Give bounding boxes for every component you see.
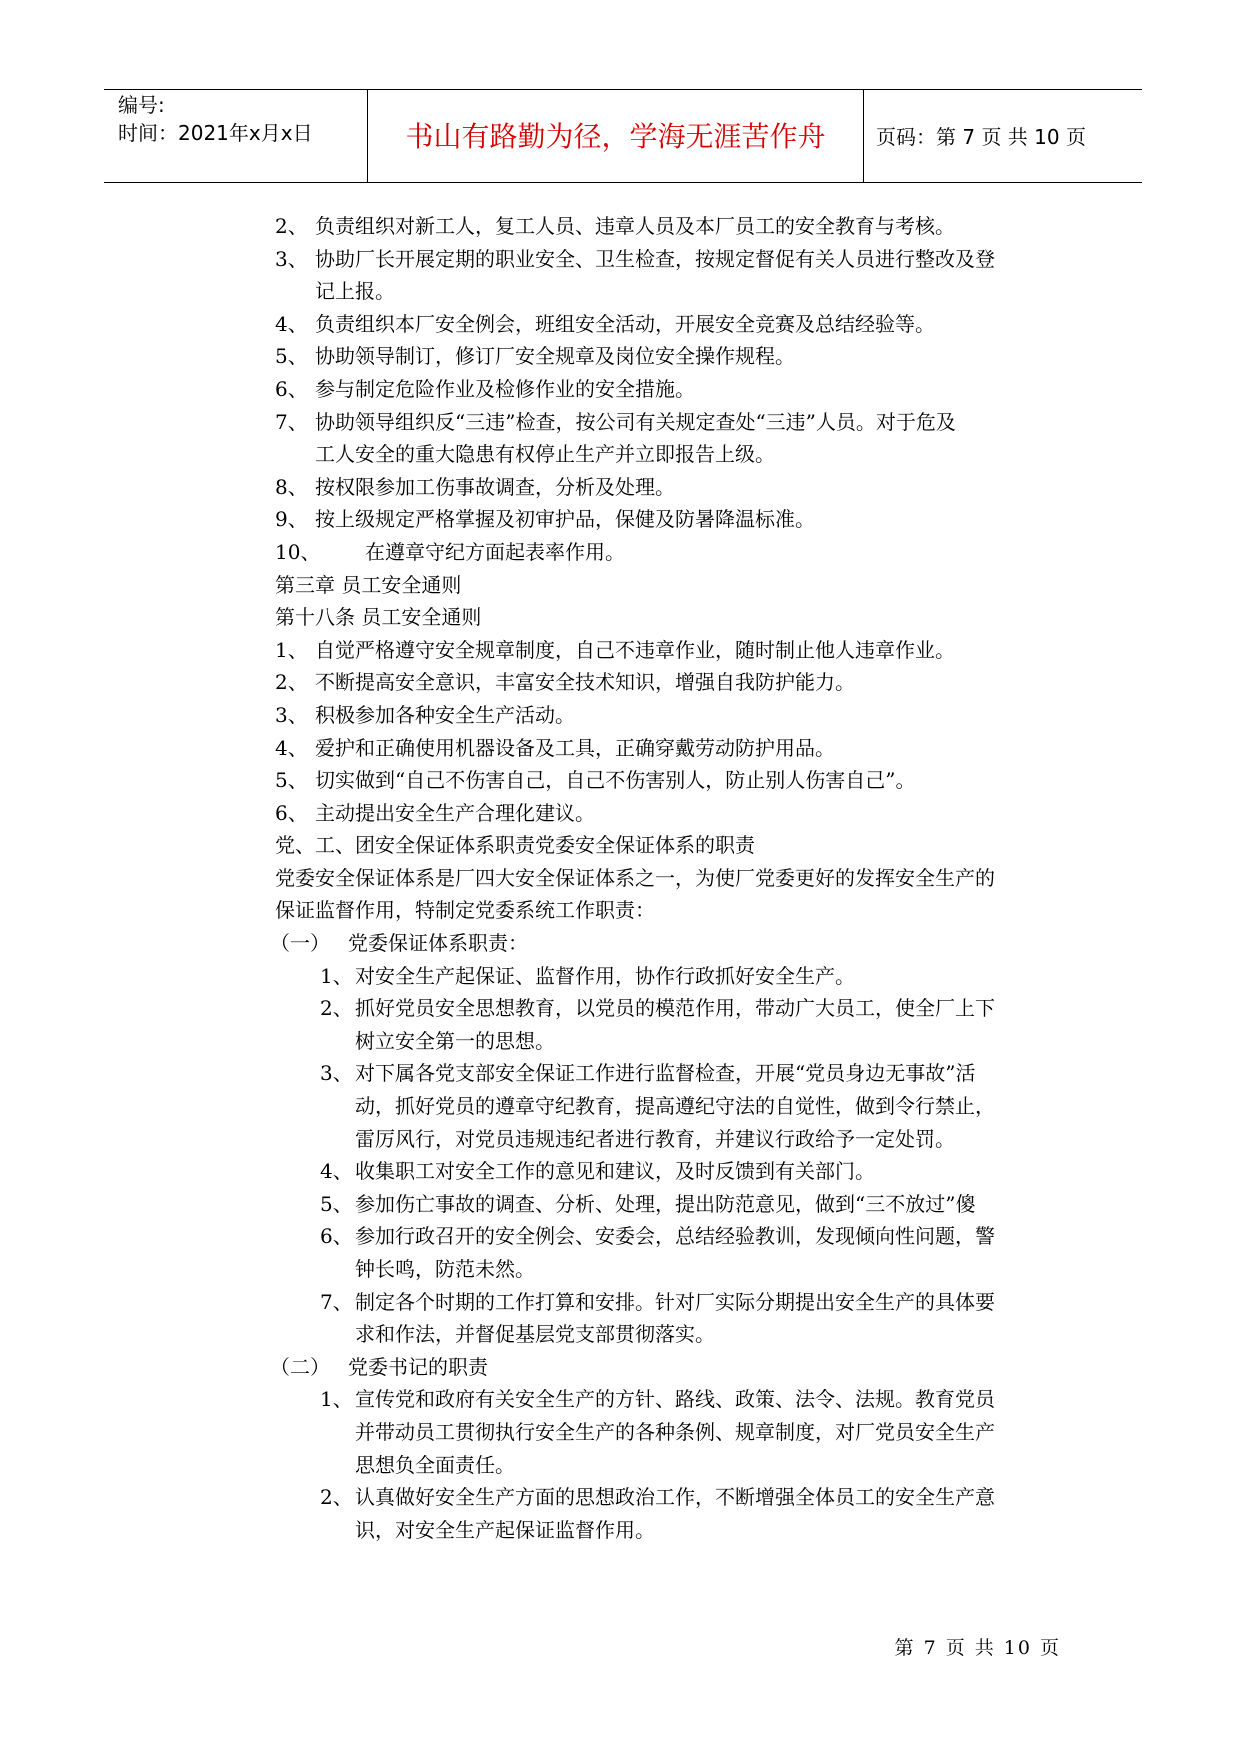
list-item-continuation: 雷厉风行，对党员违规违纪者进行教育，并建议行政给予一定处罚。 [355,1126,955,1151]
document-body [270,210,1065,1546]
list-item: 10、 在遵章守纪方面起表率作用。 [275,539,625,564]
list-item-continuation: 思想负全面责任。 [355,1452,515,1477]
list-item-continuation: 识，对安全生产起保证监督作用。 [355,1517,655,1542]
list-item: 1、 宣传党和政府有关安全生产的方针、路线、政策、法令、法规。教育党员 [320,1387,995,1412]
list-item: 6、 参与制定危险作业及检修作业的安全措施。 [275,376,695,401]
list-item: 2、 抓好党员安全思想教育，以党员的模范作用，带动广大员工，使全厂上下 [320,996,995,1021]
list-item-continuation: 求和作法，并督促基层党支部贯彻落实。 [355,1322,715,1347]
paragraph-line: 保证监督作用，特制定党委系统工作职责： [275,898,655,923]
list-item: 1、 对安全生产起保证、监督作用，协作行政抓好安全生产。 [320,963,855,988]
list-item-continuation: 钟长鸣，防范未然。 [355,1257,535,1281]
list-item: 5、 参加伤亡事故的调查、分析、处理，提出防范意见，做到“三不放过”傻 [320,1191,976,1216]
list-item: 2、 负责组织对新工人，复工人员、违章人员及本厂员工的安全教育与考核。 [275,214,955,238]
list-item: 2、 不断提高安全意识，丰富安全技术知识，增强自我防护能力。 [275,670,855,695]
document-header [104,89,1142,183]
section-heading: 党、工、团安全保证体系职责党委安全保证体系的职责 [275,833,755,858]
list-item: 8、 按权限参加工伤事故调查，分析及处理。 [275,474,675,499]
list-item: 1、 自觉严格遵守安全规章制度，自己不违章作业，随时制止他人违章作业。 [275,637,955,662]
list-item: 5、 切实做到“自己不伤害自己，自己不伤害别人，防止别人伤害自己”。 [275,768,916,793]
page-footer: 第 7 页 共 10 页 [894,1637,1061,1659]
list-item-continuation: 记上报。 [315,279,395,304]
list-item: 3、 对下属各党支部安全保证工作进行监督检查，开展“党员身边无事故”活 [320,1061,976,1086]
list-item: 5、 协助领导制订，修订厂安全规章及岗位安全操作规程。 [275,344,795,369]
list-item-continuation: 树立安全第一的思想。 [355,1028,555,1053]
list-item: 2、 认真做好安全生产方面的思想政治工作，不断增强全体员工的安全生产意 [320,1485,995,1510]
header-slogan: 书山有路勤为径，学海无涯苦作舟 [368,90,864,182]
paragraph-line: 党委安全保证体系是厂四大安全保证体系之一，为使厂党委更好的发挥安全生产的 [275,865,995,890]
number-label: 编号: [118,93,165,117]
list-item-continuation: 动，抓好党员的遵章守纪教育，提高遵纪守法的自觉性，做到令行禁止， [355,1094,995,1119]
subsection-heading: （一） 党委保证体系职责： [270,931,528,956]
list-item: 6、 主动提出安全生产合理化建议。 [275,800,595,825]
list-item: 7、 制定各个时期的工作打算和安排。针对厂实际分期提出安全生产的具体要 [320,1289,995,1314]
list-item: 3、 协助厂长开展定期的职业安全、卫生检查，按规定督促有关人员进行整改及登 [275,246,995,271]
article-heading: 第十八条 员工安全通则 [275,605,482,630]
list-item: 3、 积极参加各种安全生产活动。 [275,702,575,727]
list-item: 4、 收集职工对安全工作的意见和建议，及时反馈到有关部门。 [320,1159,875,1184]
subsection-heading: （二） 党委书记的职责 [270,1354,488,1379]
chapter-heading: 第三章 员工安全通则 [275,572,462,597]
list-item: 4、 负责组织本厂安全例会，班组安全活动，开展安全竞赛及总结经验等。 [275,311,935,336]
header-meta [104,90,368,182]
list-item: 9、 按上级规定严格掌握及初审护品，保健及防暑降温标准。 [275,507,815,532]
list-item: 4、 爱护和正确使用机器设备及工具，正确穿戴劳动防护用品。 [275,735,835,760]
header-page-label: 页码：第 7 页 共 10 页 [876,125,1086,149]
list-item-continuation: 并带动员工贯彻执行安全生产的各种条例、规章制度，对厂党员安全生产 [355,1419,995,1444]
list-item: 6、 参加行政召开的安全例会、安委会，总结经验教训，发现倾向性问题，警 [320,1224,995,1249]
list-item: 7、 协助领导组织反“三违”检查，按公司有关规定查处“三违”人员。对于危及 [275,409,956,434]
list-item-continuation: 工人安全的重大隐患有权停止生产并立即报告上级。 [315,442,775,467]
time-label: 时间：2021年x月x日 [118,121,313,145]
